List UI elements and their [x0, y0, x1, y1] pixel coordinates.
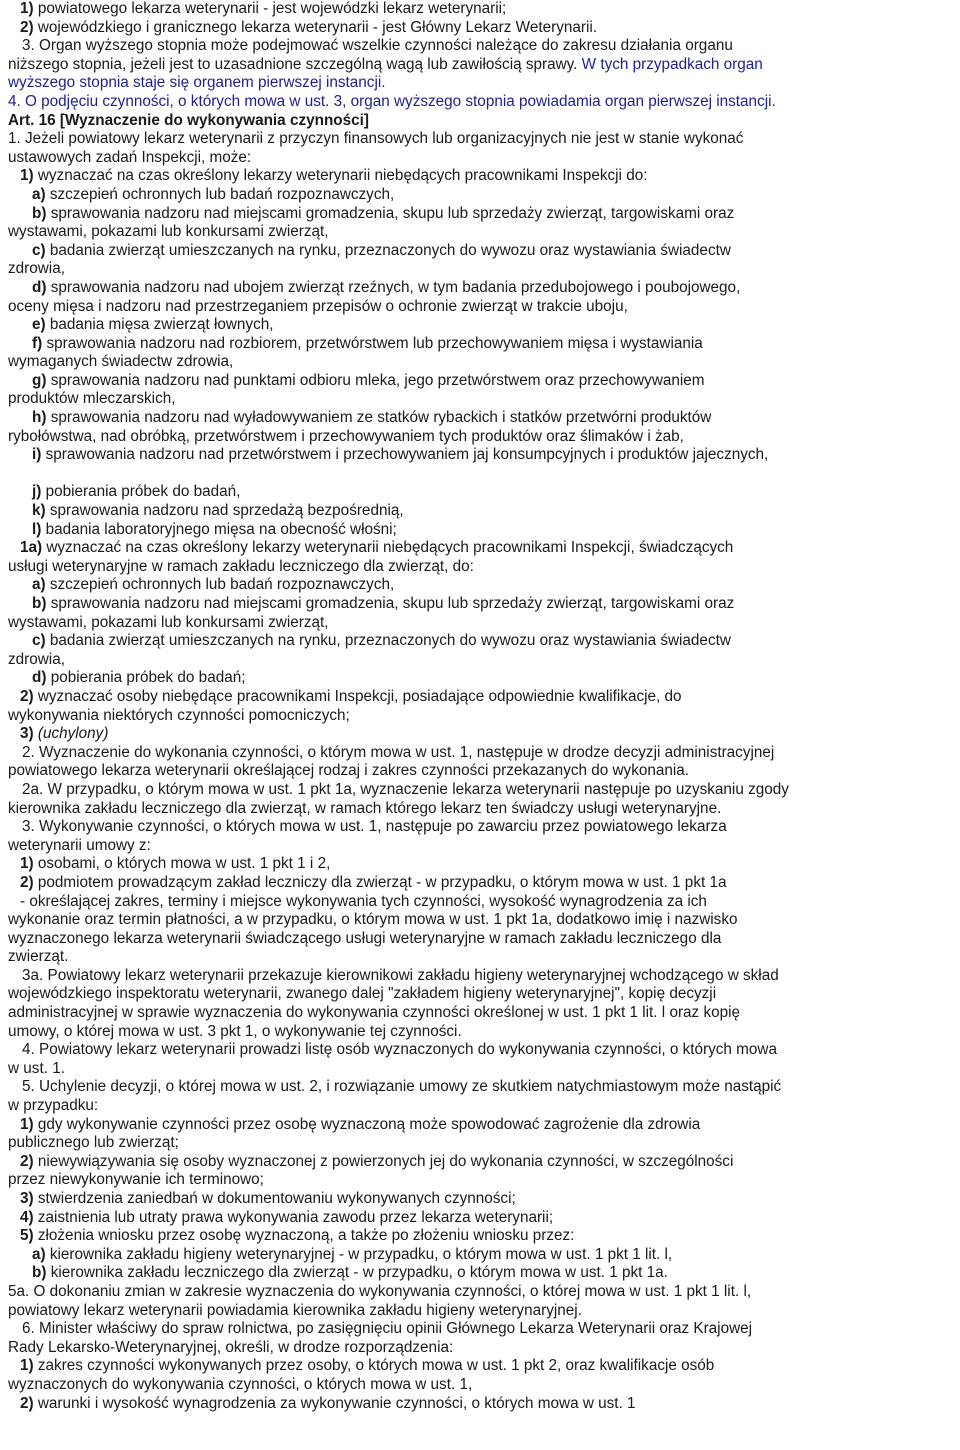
text-line: [8, 1264, 952, 1283]
text-line: [8, 1209, 952, 1228]
text-line: [8, 130, 952, 149]
text-line: [8, 1023, 952, 1042]
line-text: stwierdzenia zaniedbań w dokumentowaniu wykonywanych czynności;: [33, 1190, 516, 1207]
line-text: 4. Powiatowy lekarz weterynarii prowadzi listę osób wyznaczonych do wykonywania czynności, o których mowa: [22, 1041, 777, 1059]
text-line: [8, 1153, 952, 1172]
enumeration-marker: l): [32, 520, 42, 538]
line-text: kierownika zakładu higieny weterynaryjnej - w przypadku, o którym mowa w ust. 1 pkt 1 lit. l,: [45, 1245, 673, 1263]
text-line: [8, 93, 952, 112]
line-text: wyznaczać na czas określony lekarzy weterynarii niebędących pracownikami Inspekcji, świadczących: [42, 539, 734, 557]
line-text: sprawowania nadzoru nad miejscami gromadzenia, skupu lub sprzedaży zwierząt, targowiskami oraz: [46, 204, 735, 222]
enumeration-marker: 5): [20, 1227, 34, 1245]
line-text: przez niewykonywanie ich terminowo;: [8, 1171, 264, 1189]
text-line: [8, 725, 952, 744]
text-line: [8, 576, 952, 595]
line-text: 3. Wykonywanie czynności, o których mowa w ust. 1, następuje po zawarciu przez powiatowego lekarza: [22, 818, 727, 836]
text-line: [8, 260, 952, 279]
enumeration-marker: 1a): [20, 539, 43, 557]
line-text: 2. Wyznaczenie do wykonania czynności, o którym mowa w ust. 1, następuje w drodze decyzji administracyjnej: [22, 743, 775, 761]
text-line: [8, 353, 952, 372]
text-line: [8, 1116, 952, 1135]
text-line: [8, 1302, 952, 1321]
line-text: wykonywania niektórych czynności pomocniczych;: [8, 706, 350, 724]
enumeration-marker: 1): [20, 1115, 34, 1133]
text-line: [8, 298, 952, 317]
line-text: usługi weterynaryjne w ramach zakładu leczniczego dla zwierząt, do:: [8, 557, 474, 575]
text-line: [8, 335, 952, 354]
text-line: [8, 205, 952, 224]
line-text: sprawowania nadzoru nad przetwórstwem i przechowywaniem jaj konsumpcyjnych i produktów jajecznych,: [41, 446, 769, 464]
text-line: [8, 800, 952, 819]
text-line: [8, 1041, 952, 1060]
line-text: wymaganych świadectw zdrowia,: [8, 353, 234, 371]
text-line: [8, 558, 952, 577]
line-text: 3. Organ wyższego stopnia może podejmować wszelkie czynności należące do zakresu działania organu: [22, 37, 733, 55]
enumeration-marker: h): [32, 409, 47, 427]
enumeration-marker: b): [32, 595, 47, 612]
line-text: wykonanie oraz termin płatności, a w przypadku, o którym mowa w ust. 1 pkt 1a, dodatkowo imię i nazwisko: [8, 911, 738, 929]
line-text: kierownika zakładu leczniczego dla zwierząt - w przypadku, o którym mowa w ust. 1 pkt 1a.: [46, 1264, 668, 1282]
line-text: zaistnienia lub utraty prawa wykonywania zawodu przez lekarza weterynarii;: [33, 1208, 554, 1226]
enumeration-marker: f): [32, 334, 43, 352]
line-text: w przypadku:: [8, 1097, 99, 1115]
text-line: [8, 651, 952, 670]
enumeration-marker: c): [32, 632, 46, 650]
enumeration-marker: a): [32, 185, 46, 203]
line-text: 4. O podjęciu czynności, o których mowa w ust. 3, organ wyższego stopnia powiadamia organ pierwszej instancji.: [8, 92, 776, 110]
line-text: badania mięsa zwierząt łownych,: [45, 316, 274, 334]
line-text: - określającej zakres, terminy i miejsce wykonywania tych czynności, wysokość wynagrodzenia za ich: [20, 892, 707, 910]
line-text: pobierania próbek do badań;: [46, 669, 246, 687]
line-text: administracyjnej w sprawie wyznaczenia do wykonywania czynności określonej w ust. 1 pkt 1 lit. l oraz kopię: [8, 1004, 741, 1022]
text-line: [8, 781, 952, 800]
text-line: [8, 502, 952, 521]
line-text: 5. Uchylenie decyzji, o której mowa w ust. 2, i rozwiązanie umowy ze skutkiem natychmiastowym może nastąpić: [22, 1078, 782, 1096]
line-text: zwierząt.: [8, 948, 69, 966]
line-text: Rady Lekarsko-Weterynaryjnej, określi, w drodze rozporządzenia:: [8, 1338, 454, 1356]
line-text: badania zwierząt umieszczanych na rynku, przeznaczonych do wywozu oraz wystawiania świadectw: [45, 632, 731, 650]
line-text: podmiotem prowadzącym zakład leczniczy dla zwierząt - w przypadku, o którym mowa w ust. 1 pkt 1a: [33, 873, 727, 891]
line-text: (uchylony): [33, 725, 109, 743]
text-line: [8, 428, 952, 447]
text-line: [8, 74, 952, 93]
text-line: [8, 316, 952, 335]
enumeration-marker: d): [32, 278, 47, 296]
line-text: pobierania próbek do badań,: [41, 483, 241, 501]
line-text: oceny mięsa i nadzoru nad przestrzeganiem przepisów o ochronie zwierząt w trakcie uboju,: [8, 297, 628, 315]
line-text: sprawowania nadzoru nad rozbiorem, przetwórstwem lub przechowywaniem mięsa i wystawiania: [42, 334, 703, 352]
text-line: [8, 279, 952, 298]
enumeration-marker: b): [32, 1264, 47, 1282]
text-line: [8, 930, 952, 949]
enumeration-marker: b): [32, 204, 47, 222]
text-line: [8, 707, 952, 726]
line-text: 1. Jeżeli powiatowy lekarz weterynarii z przyczyn finansowych lub organizacyjnych nie jest w stanie wykonać: [8, 130, 744, 148]
text-line: [8, 688, 952, 707]
enumeration-marker: e): [32, 316, 46, 334]
text-line: [8, 744, 952, 763]
text-line: [8, 1190, 952, 1209]
line-text: weterynarii umowy z:: [8, 836, 151, 854]
line-text: zakres czynności wykonywanych przez osoby, o których mowa w ust. 1 pkt 2, oraz kwalifikacje osób: [33, 1357, 715, 1375]
enumeration-marker: 2): [20, 873, 34, 891]
line-text: sprawowania nadzoru nad sprzedażą bezpośrednią,: [45, 502, 404, 520]
line-text: wojewódzkiego i granicznego lekarza weterynarii - jest Główny Lekarz Weterynarii.: [33, 18, 598, 36]
enumeration-marker: 4): [20, 1208, 34, 1226]
enumeration-marker: 3): [20, 1190, 34, 1207]
blank-line: [8, 465, 952, 484]
enumeration-marker: 2): [20, 687, 34, 705]
line-text: Art. 16 [Wyznaczenie do wykonywania czynności]: [8, 111, 369, 129]
text-line: [8, 1004, 952, 1023]
line-text: kierownika zakładu leczniczego dla zwierząt, w ramach którego lekarz ten świadczy usługi weterynaryjne.: [8, 799, 722, 817]
line-text: niewywiązywania się osoby wyznaczonej z powierzonych jej do wykonania czynności, w szczególności: [33, 1152, 734, 1170]
text-line: [8, 1246, 952, 1265]
text-line: [8, 372, 952, 391]
line-text: złożenia wniosku przez osobę wyznaczoną, a także po złożeniu wniosku przez:: [33, 1227, 575, 1245]
line-text: warunki i wysokość wynagrodzenia za wykonywanie czynności, o których mowa w ust. 1: [33, 1394, 636, 1412]
line-text: wystawami, pokazami lub konkursami zwierząt,: [8, 223, 329, 241]
line-text: wyznaczać na czas określony lekarzy weterynarii niebędących pracownikami Inspekcji do:: [33, 167, 648, 185]
text-line: [8, 409, 952, 428]
line-text: sprawowania nadzoru nad punktami odbioru mleka, jego przetwórstwem oraz przechowywaniem: [46, 371, 705, 389]
line-text: badania laboratoryjnego mięsa na obecność włośni;: [41, 520, 397, 538]
line-text-continuation: W tych przypadkach organ: [577, 55, 763, 73]
line-text: wyznaczonych do wykonywania czynności, o których mowa w ust. 1,: [8, 1375, 473, 1393]
line-text: produktów mleczarskich,: [8, 390, 176, 408]
line-text: wojewódzkiego inspektoratu weterynarii, zwanego dalej "zakładem higieny weterynaryjnej", kopię decyzji: [8, 985, 717, 1003]
text-line: [8, 818, 952, 837]
line-text: umowy, o której mowa w ust. 3 pkt 1, o wykonywanie tej czynności.: [8, 1022, 462, 1040]
line-text: szczepień ochronnych lub badań rozpoznawczych,: [45, 576, 395, 594]
enumeration-marker: 2): [20, 1152, 34, 1170]
text-line: [8, 1134, 952, 1153]
text-line: [8, 242, 952, 261]
enumeration-marker: 1): [20, 0, 34, 17]
line-text: szczepień ochronnych lub badań rozpoznawczych,: [45, 185, 395, 203]
line-text: gdy wykonywanie czynności przez osobę wyznaczoną może spowodować zagrożenie dla zdrowia: [33, 1115, 701, 1133]
enumeration-marker: k): [32, 502, 46, 520]
enumeration-marker: 1): [20, 1357, 34, 1375]
enumeration-marker: a): [32, 576, 46, 594]
line-text: niższego stopnia, jeżeli jest to uzasadnione szczególną wagą lub zawiłością sprawy.: [8, 55, 578, 73]
text-line: [8, 985, 952, 1004]
enumeration-marker: d): [32, 669, 47, 687]
text-line: [8, 1339, 952, 1358]
text-line: [8, 0, 952, 19]
line-text: wyznaczać osoby niebędące pracownikami Inspekcji, posiadające odpowiednie kwalifikacje, do: [33, 687, 682, 705]
enumeration-marker: 2): [20, 1394, 34, 1412]
text-line: [8, 893, 952, 912]
enumeration-marker: c): [32, 241, 46, 259]
text-line: [8, 1097, 952, 1116]
text-line: [8, 56, 952, 75]
line-text: 2a. W przypadku, o którym mowa w ust. 1 pkt 1a, wyznaczenie lekarza weterynarii następuje po uzyskaniu zgody: [22, 780, 789, 798]
text-line: [8, 632, 952, 651]
enumeration-marker: 1): [20, 855, 34, 873]
text-line: [8, 446, 952, 465]
line-text: powiatowego lekarza weterynarii określającej rodzaj i zakres czynności przekazanych do wykonania.: [8, 762, 690, 780]
enumeration-marker: a): [32, 1245, 46, 1263]
text-line: [8, 37, 952, 56]
text-line: [8, 1376, 952, 1395]
line-text: sprawowania nadzoru nad ubojem zwierząt rzeźnych, w tym badania przedubojowego i poubojowego,: [46, 278, 741, 296]
text-line: [8, 614, 952, 633]
text-line: [8, 874, 952, 893]
line-text: rybołówstwa, nad obróbką, przetwórstwem i przechowywaniem tych produktów oraz ślimaków i żab,: [8, 427, 684, 445]
text-line: [8, 1060, 952, 1079]
text-line: [8, 1283, 952, 1302]
line-text: wyznaczonego lekarza weterynarii świadczącego usługi weterynaryjne w ramach zakładu leczniczego dla: [8, 929, 722, 947]
text-line: [8, 855, 952, 874]
line-text: 6. Minister właściwy do spraw rolnictwa, po zasięgnięciu opinii Głównego Lekarza Weterynarii oraz Krajowej: [22, 1320, 753, 1338]
text-line: [8, 762, 952, 781]
line-text: sprawowania nadzoru nad miejscami gromadzenia, skupu lub sprzedaży zwierząt, targowiskami oraz: [46, 595, 735, 612]
line-text: zdrowia,: [8, 650, 65, 668]
enumeration-marker: g): [32, 371, 47, 389]
line-text: wystawami, pokazami lub konkursami zwierząt,: [8, 613, 329, 631]
text-line: [8, 390, 952, 409]
text-line: [8, 1227, 952, 1246]
line-text: powiatowego lekarza weterynarii - jest wojewódzki lekarz weterynarii;: [33, 0, 507, 17]
line-text: osobami, o których mowa w ust. 1 pkt 1 i 2,: [33, 855, 331, 873]
text-line: [8, 1320, 952, 1339]
enumeration-marker: j): [32, 483, 42, 501]
line-text: 3a. Powiatowy lekarz weterynarii przekazuje kierownikowi zakładu higieny weterynaryjnej wchodzącego w skład: [22, 966, 779, 984]
text-line: [8, 837, 952, 856]
text-line: [8, 149, 952, 168]
text-line: [8, 967, 952, 986]
line-text: 5a. O dokonaniu zmian w zakresie wyznaczenia do wykonywania czynności, o której mowa w ust. 1 pkt 1 lit. l,: [8, 1282, 752, 1300]
text-line: [8, 948, 952, 967]
enumeration-marker: 1): [20, 167, 34, 185]
line-text: sprawowania nadzoru nad wyładowywaniem ze statków rybackich i statków przetwórni produktów: [46, 409, 712, 427]
line-text: w ust. 1.: [8, 1059, 65, 1077]
line-text: badania zwierząt umieszczanych na rynku, przeznaczonych do wywozu oraz wystawiania świadectw: [45, 241, 731, 259]
enumeration-marker: i): [32, 446, 42, 464]
text-line: [8, 1078, 952, 1097]
text-line: [8, 539, 952, 558]
text-line: [8, 1395, 952, 1414]
line-text: ustawowych zadań Inspekcji, może:: [8, 148, 252, 166]
line-text: wyższego stopnia staje się organem pierwszej instancji.: [8, 74, 386, 92]
text-line: [8, 595, 952, 614]
text-line: [8, 167, 952, 186]
text-line: [8, 483, 952, 502]
line-text: powiatowy lekarz weterynarii powiadamia kierownika zakładu higieny weterynaryjnej.: [8, 1301, 582, 1319]
text-line: [8, 1357, 952, 1376]
text-line: [8, 521, 952, 540]
text-line: [8, 186, 952, 205]
enumeration-marker: 3): [20, 725, 34, 743]
text-line: [8, 1171, 952, 1190]
text-line: [8, 911, 952, 930]
article-heading: [8, 112, 952, 131]
text-line: [8, 223, 952, 242]
enumeration-marker: 2): [20, 18, 34, 36]
text-line: [8, 19, 952, 38]
line-text: zdrowia,: [8, 260, 65, 278]
text-line: [8, 669, 952, 688]
line-text: publicznego lub zwierząt;: [8, 1134, 179, 1152]
